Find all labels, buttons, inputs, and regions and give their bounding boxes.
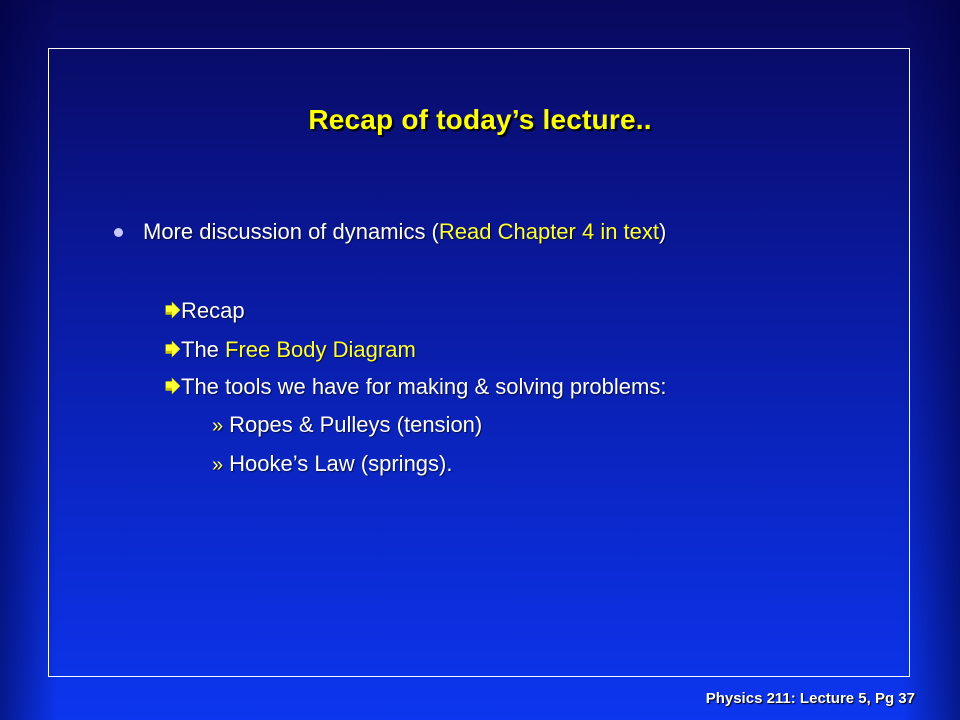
sub-list-item bbox=[212, 412, 482, 438]
main-bullet bbox=[143, 219, 666, 245]
main-bullet-tail: ) bbox=[659, 219, 667, 244]
dot-bullet-icon bbox=[114, 228, 123, 237]
slide-title: Recap of today’s lecture.. bbox=[308, 104, 652, 135]
main-bullet-lead: More discussion of dynamics ( bbox=[143, 219, 439, 244]
arrow-right-icon bbox=[163, 301, 181, 319]
list-item-text: The bbox=[181, 337, 226, 362]
list-item-text: The tools we have for making & solving problems: bbox=[181, 374, 667, 399]
arrow-right-icon bbox=[163, 340, 181, 358]
list-item bbox=[163, 298, 245, 324]
list-item-highlight: Free Body Diagram bbox=[225, 337, 416, 362]
chevron-marker-icon: » bbox=[212, 415, 224, 437]
sub-list-item-text: Hooke’s Law (springs). bbox=[229, 451, 453, 476]
list-item bbox=[163, 374, 666, 400]
list-item bbox=[163, 337, 416, 363]
sub-list-item bbox=[212, 451, 452, 477]
chevron-marker-icon: » bbox=[212, 454, 224, 476]
slide-footer: Physics 211: Lecture 5, Pg 37 bbox=[705, 690, 915, 707]
arrow-right-icon bbox=[163, 377, 181, 395]
list-item-text: Recap bbox=[181, 298, 245, 323]
main-bullet-highlight: Read Chapter 4 in text bbox=[438, 219, 660, 244]
sub-list-item-text: Ropes & Pulleys (tension) bbox=[229, 412, 483, 437]
